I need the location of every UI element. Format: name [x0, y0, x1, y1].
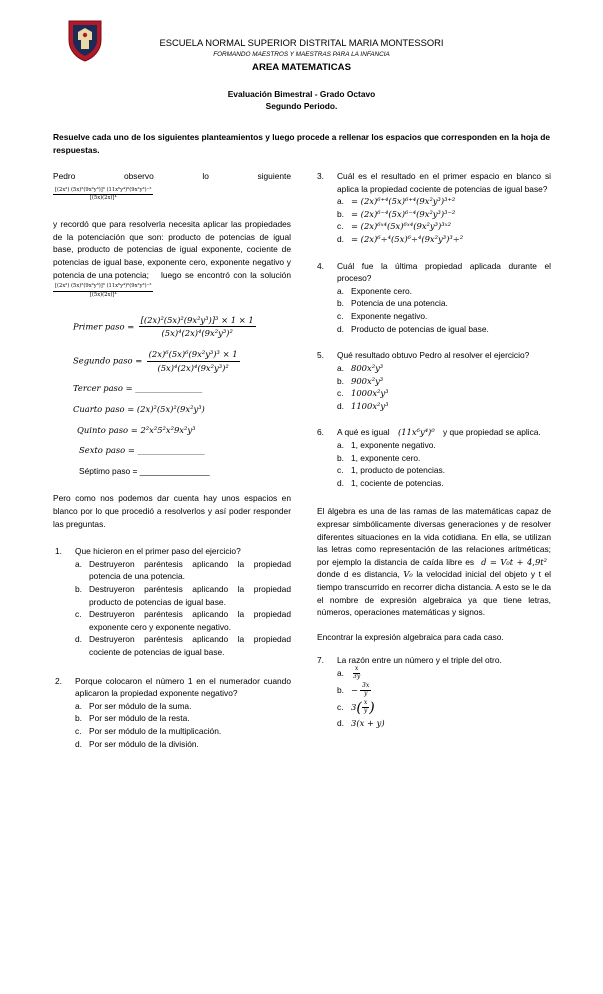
blank-spaces-paragraph: Pero como nos podemos dar cuenta hay unos espacios en blanco por lo que procedió a resolverlos y así poder responder las preguntas. [53, 493, 291, 529]
question-1 [53, 545, 291, 658]
step-1-denominator: (5x)⁴(2x)⁴(9x²y³)² [161, 328, 233, 339]
option-b[interactable]: b. − $\frac{3x}{y}$ [337, 682, 370, 697]
question-number: 1. [55, 546, 62, 557]
option-a[interactable]: a. Por ser módulo de la suma. [75, 700, 192, 711]
question-7 [317, 654, 551, 730]
option-c[interactable]: c. Exponente negativo. [337, 311, 428, 322]
solution-word: la [250, 269, 257, 280]
option-a[interactable]: a. Destruyeron paréntesis aplicando la propiedad potencia de una potencia. [75, 558, 291, 582]
option-d[interactable]: d. Destruyeron paréntesis aplicando la propiedad cociente de potencias de igual base. [75, 634, 291, 658]
option-c[interactable]: c. 1, producto de potencias. [337, 465, 446, 476]
question-text: Que hicieron en el primer paso del ejercicio? [75, 546, 241, 557]
expression-denominator: [(5x)(2x)]⁴ [89, 195, 117, 202]
option-a[interactable]: a. Exponente cero. [337, 285, 412, 296]
option-c[interactable]: c. = (2x)⁶ˣ⁴(5x)⁶ˣ⁴(9x²y³)³ˣ² [337, 221, 451, 232]
step-1-numerator: [(2x)²(5x)²(9x²y³)]³ × 1 × 1 [139, 314, 256, 328]
question-number: 2. [55, 675, 62, 686]
option-a[interactable]: a. 800x²y³ [337, 362, 384, 373]
school-motto: FORMANDO MAESTROS Y MAESTRAS PARA LA INFANCIA [213, 51, 390, 58]
option-c[interactable]: c. Destruyeron paréntesis aplicando la propiedad exponente cero y exponente negativo. [75, 609, 291, 632]
option-d[interactable]: d. 1, cociente de potencias. [337, 477, 444, 488]
question-5 [317, 349, 551, 412]
question-text: Cuál fue la última propiedad aplicada durante el proceso? [337, 260, 551, 284]
option-b[interactable]: b. 900x²y³ [337, 375, 384, 386]
expression-numerator: [(2x²) (5x)²(9x²y³)]³ (11x⁶y⁴)⁰(9x²y³)⁻² [53, 187, 153, 196]
option-d[interactable]: d. 1100x²y³ [337, 400, 389, 411]
intro-line [53, 170, 291, 183]
step-2-label: Segundo paso = [73, 355, 143, 366]
option-c[interactable]: c. 3 ( $\frac{x}{y}$ ) [337, 699, 375, 716]
step-2-denominator: (5x)⁴(2x)⁴(9x²y³)² [157, 362, 229, 373]
option-a[interactable]: a. = (2x)⁶⁺⁴(5x)⁶⁺⁴(9x²y³)³⁺² [337, 196, 456, 207]
step-2 [53, 348, 291, 374]
question-number: 4. [317, 260, 324, 271]
right-column [317, 170, 551, 729]
free-fall-formula: d = V₀t + 4,9t² [481, 556, 548, 567]
intro-word: lo [202, 171, 209, 181]
option-d[interactable]: d. = (2x)⁶÷⁴(5x)⁶÷⁴(9x²y³)³÷² [337, 234, 464, 245]
question-number: 3. [317, 171, 324, 181]
solution-word: se [184, 269, 194, 280]
question-number: 6. [317, 427, 324, 438]
option-d[interactable]: d. Por ser módulo de la división. [75, 738, 199, 749]
initial-velocity-symbol: V₀ [403, 569, 413, 580]
solution-word: con [233, 269, 247, 280]
question-text: Porque colocaron el número 1 en el numerador cuando aplicaron la propiedad exponente negativo? [75, 675, 291, 699]
zero-exponent-expression: (11x⁶y⁴)⁰ [397, 427, 435, 438]
question-text: A qué es igual (11x⁶y⁴)⁰ y que propiedad se aplica. [337, 427, 541, 438]
step-4: Cuarto paso = (2x)²(5x)²(9x²y³) [73, 403, 205, 414]
left-column [53, 170, 291, 750]
option-d[interactable]: d. Producto de potencias de igual base. [337, 323, 489, 334]
question-2 [53, 675, 291, 751]
step-1-label: Primer paso = [73, 321, 135, 332]
step-6: Sexto paso = ________________ [79, 445, 205, 456]
period-title: Segundo Periodo. [265, 101, 338, 111]
solution-word: encontró [197, 269, 230, 280]
question-4 [317, 260, 551, 336]
step-7: Séptimo paso = _______________ [79, 465, 210, 476]
question-number: 7. [317, 654, 324, 665]
step-5: Quinto paso = 2²x²5²x²9x²y³ [77, 424, 196, 435]
solution-word: solución [260, 269, 291, 280]
step-2-numerator: (2x)⁶(5x)⁶(9x²y³)³ × 1 [147, 348, 240, 362]
algebra-paragraph: El álgebra es una de las ramas de las matemáticas capaz de expresar simbólicamente diversas generaciones y de resolver diferentes situaciones en la vida cotidiana. En ella, se utilizan las letras como representación de las relaciones aritméticas; por ejemplo la distancia de caída libre es d = V₀t + 4,9t² donde d es distancia, V₀ la velocidad inicial del objeto y t el tiempo transcurrido en recorrer dicha distancia. A esto se le da el nombre de expresión algebraica ya que tiene letras, números, operaciones matemáticas y signos. [317, 506, 551, 618]
question-number: 5. [317, 350, 324, 361]
solution-word: luego [161, 269, 182, 280]
option-b[interactable]: b. Destruyeron paréntesis aplicando la propiedad producto de potencias de igual base. [75, 584, 291, 607]
option-b[interactable]: b. Potencia de una potencia. [337, 298, 448, 309]
step-3: Tercer paso = ________________ [73, 383, 203, 394]
option-c[interactable]: c. 1000x²y³ [337, 388, 389, 399]
instructions: Resuelve cada uno de los siguientes planteamientos y luego procede a rellenar los espacios que corresponden en la hoja de respuestas. [53, 132, 551, 155]
intro-word: Pedro [53, 171, 76, 181]
question-text: La razón entre un número y el triple del otro. [337, 654, 502, 665]
option-b[interactable]: b. 1, exponente cero. [337, 452, 421, 463]
evaluation-title: Evaluación Bimestral - Grado Octavo [227, 89, 376, 99]
properties-paragraph: y recordó que para resolverla necesita aplicar las propiedades de la potenciación que son: producto de potencias de igual base, producto de potencias de igual exponente, cociente de potencias de igual base, exponente cero, exponente negativo y potencia de una potencia; [53, 219, 291, 280]
problem-expression-repeat [53, 283, 291, 300]
expression-denominator: [(5x)(2x)]⁴ [89, 292, 117, 299]
question-3 [317, 170, 551, 246]
intro-word: siguiente [257, 171, 291, 181]
area-title: AREA MATEMATICAS [252, 62, 351, 73]
problem-expression [53, 187, 291, 204]
find-expression-instruction: Encontrar la expresión algebraica para cada caso. [317, 631, 504, 642]
question-6 [317, 426, 551, 489]
step-1 [53, 314, 291, 340]
option-a[interactable]: a. $\frac{x}{3y}$ [337, 665, 361, 680]
intro-word: observo [123, 171, 154, 181]
school-name: ESCUELA NORMAL SUPERIOR DISTRITAL MARIA MONTESSORI [159, 37, 444, 48]
expression-numerator: [(2x²) (5x)²(9x²y³)]³ (11x⁶y⁴)⁰(9x²y³)⁻² [53, 283, 153, 292]
option-b[interactable]: b. = (2x)⁶⁻⁴(5x)⁶⁻⁴(9x²y³)³⁻² [337, 208, 456, 219]
option-d[interactable]: d. 3(x + y) [337, 717, 385, 728]
question-text: Qué resultado obtuvo Pedro al resolver el ejercicio? [337, 350, 530, 361]
question-text: Cuál es el resultado en el primer espacio en blanco si aplica la propiedad cociente de potencias de igual base? [337, 171, 551, 194]
option-a[interactable]: a. 1, exponente negativo. [337, 439, 436, 450]
option-c[interactable]: c. Por ser módulo de la multiplicación. [75, 726, 222, 737]
option-b[interactable]: b. Por ser módulo de la resta. [75, 713, 190, 724]
